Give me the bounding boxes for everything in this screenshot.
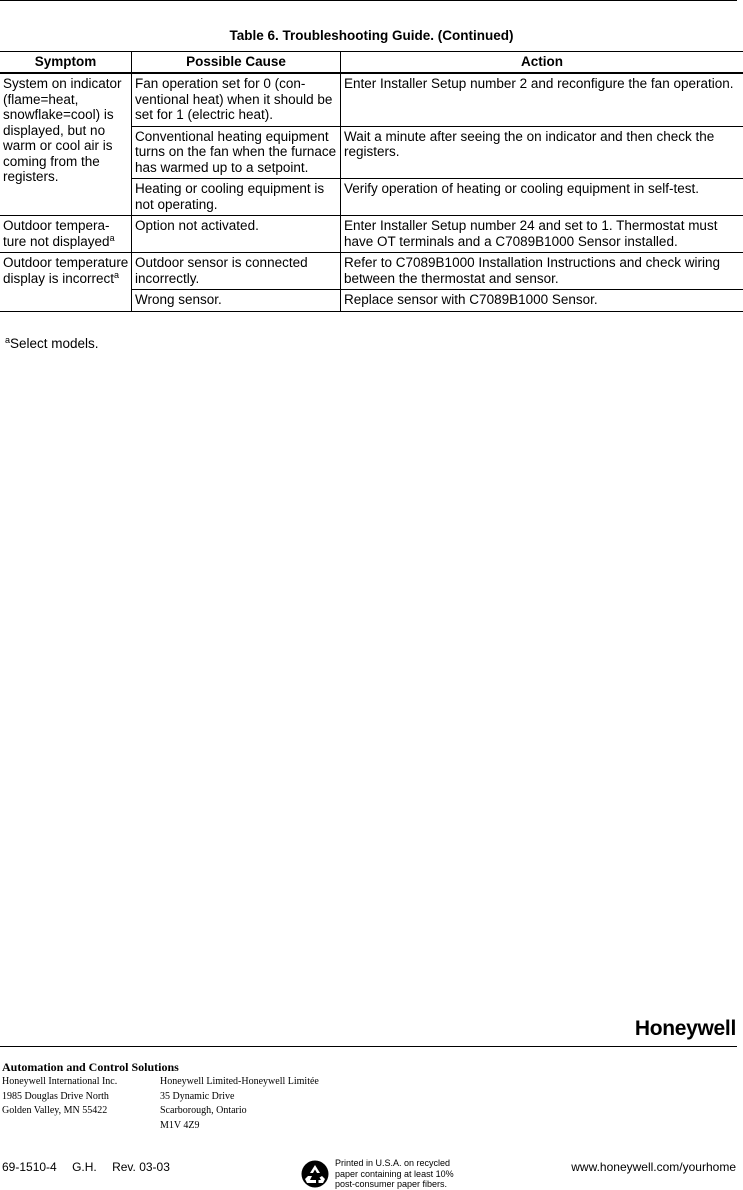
footer-rule: [0, 1046, 737, 1047]
cause-cell: Conventional heating equipment turns on the fan when the furnace has warmed up to a setpoint.: [132, 126, 341, 179]
table-footnote: [5, 336, 99, 351]
table-row: [0, 253, 743, 290]
company-division: Automation and Control Solutions: [2, 1060, 179, 1074]
footnote-ref: a: [109, 232, 115, 243]
table-header-row: [0, 52, 743, 74]
honeywell-logo: Honeywell: [634, 1017, 736, 1040]
symptom-cell: System on indicator (flame=heat, snowflake=cool) is displayed, but no warm or cool air is coming from the registers.: [0, 73, 132, 216]
action-cell: Enter Installer Setup number 24 and set to 1. Thermostat must have OT terminals and a C7089B1000 Sensor installed.: [341, 216, 743, 253]
recycle-icon: [300, 1160, 330, 1188]
note-line: post-consumer paper fibers.: [335, 1179, 448, 1189]
symptom-cell: [0, 216, 132, 253]
symptom-text: Outdoor tempera-ture not displayed: [3, 218, 110, 249]
author-initials: G.H.: [72, 1160, 97, 1174]
website-url: www.honeywell.com/yourhome: [571, 1160, 736, 1174]
table-row: [0, 73, 743, 126]
troubleshooting-table: [0, 51, 743, 312]
address-line: Golden Valley, MN 55422: [2, 1105, 108, 1116]
address-line: 35 Dynamic Drive: [160, 1090, 235, 1102]
revision: Rev. 03-03: [112, 1160, 170, 1174]
top-rule: [0, 0, 737, 1]
canada-address: [160, 1075, 319, 1133]
address-line: M1V 4Z9: [160, 1119, 200, 1131]
cause-cell: Outdoor sensor is connected incorrectly.: [132, 253, 341, 290]
cause-cell: Fan operation set for 0 (con-ventional heat) when it should be set for 1 (electric heat).: [132, 73, 341, 126]
address-line: Honeywell International Inc.: [2, 1076, 118, 1087]
address-line: Scarborough, Ontario: [160, 1105, 247, 1116]
note-line: paper containing at least 10%: [335, 1168, 454, 1179]
table-row: [0, 216, 743, 253]
cause-cell: Wrong sensor.: [132, 290, 341, 312]
footnote-text: Select models.: [10, 336, 99, 351]
action-cell: Wait a minute after seeing the on indicator and then check the registers.: [341, 126, 743, 179]
note-line: Printed in U.S.A. on recycled: [335, 1158, 451, 1168]
action-cell: Replace sensor with C7089B1000 Sensor.: [341, 290, 743, 312]
action-cell: Verify operation of heating or cooling equipment in self-test.: [341, 179, 743, 216]
footnote-mark: a: [5, 335, 11, 345]
header-symptom: Symptom: [0, 52, 132, 74]
symptom-text: Outdoor temperature display is incorrect: [3, 255, 129, 286]
cause-cell: Option not activated.: [132, 216, 341, 253]
action-cell: Refer to C7089B1000 Installation Instructions and check wiring between the thermostat and sensor.: [341, 253, 743, 290]
footnote-ref: a: [114, 269, 120, 280]
header-possible-cause: Possible Cause: [132, 52, 341, 74]
recycled-paper-note: [335, 1158, 465, 1190]
symptom-cell: [0, 253, 132, 312]
document-id: [2, 1160, 182, 1174]
table-title: Table 6. Troubleshooting Guide. (Continued): [229, 28, 514, 43]
address-line: Honeywell Limited-Honeywell Limitée: [160, 1076, 319, 1087]
address-line: 1985 Douglas Drive North: [2, 1090, 109, 1102]
action-cell: Enter Installer Setup number 2 and reconfigure the fan operation.: [341, 73, 743, 126]
header-action: Action: [341, 52, 743, 74]
form-number: 69-1510-4: [2, 1160, 57, 1174]
cause-cell: Heating or cooling equipment is not operating.: [132, 179, 341, 216]
us-address: [2, 1075, 117, 1119]
